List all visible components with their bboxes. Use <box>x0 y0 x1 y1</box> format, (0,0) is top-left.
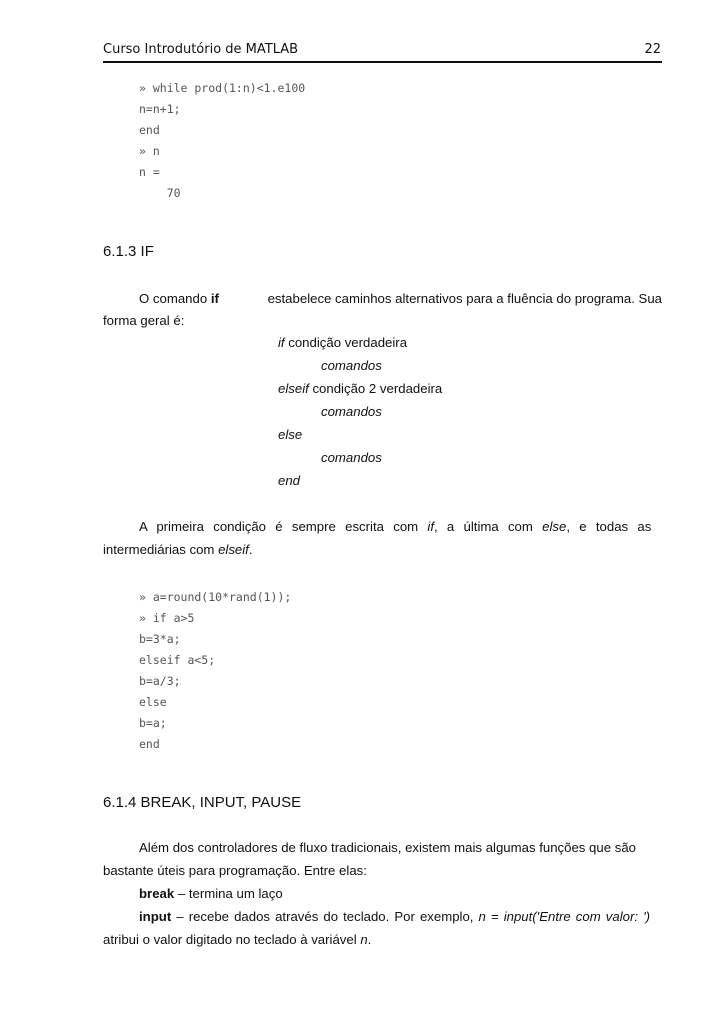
paragraph-line: intermediárias com elseif. <box>103 542 253 557</box>
page-header-title: Curso Introdutório de MATLAB <box>103 42 299 57</box>
code-line: else <box>139 695 167 709</box>
form-if: if condição verdadeira <box>278 335 408 350</box>
section-heading-if: 6.1.3 IF <box>103 243 154 260</box>
code-line: » n <box>139 144 160 158</box>
form-commands: comandos <box>321 404 382 419</box>
code-line: n=n+1; <box>139 102 181 116</box>
form-else: else <box>278 427 303 442</box>
code-line: » while prod(1:n)<1.e100 <box>139 81 306 95</box>
code-line: b=3*a; <box>139 632 181 646</box>
form-commands: comandos <box>321 450 382 465</box>
code-line: elseif a<5; <box>139 653 216 667</box>
section-heading-break-input-pause: 6.1.4 BREAK, INPUT, PAUSE <box>103 794 302 811</box>
paragraph-line: break – termina um laço <box>139 886 283 901</box>
paragraph-line: forma geral é: <box>103 313 185 328</box>
paragraph-line: bastante úteis para programação. Entre elas: <box>103 863 367 878</box>
page-number: 22 <box>644 42 661 57</box>
form-commands: comandos <box>321 358 382 373</box>
code-line: end <box>139 123 160 137</box>
paragraph-line: A primeira condição é sempre escrita com if, a última com else, e todas as <box>139 519 652 534</box>
code-line: end <box>139 737 160 751</box>
text: O comando if <box>139 291 219 306</box>
code-line: b=a; <box>139 716 167 730</box>
paragraph-line: atribui o valor digitado no teclado à variável n. <box>103 932 372 947</box>
code-line: 70 <box>139 186 181 200</box>
paragraph-line <box>139 291 662 306</box>
form-end: end <box>278 473 301 488</box>
paragraph-line: Além dos controladores de fluxo tradicionais, existem mais algumas funções que são <box>139 840 636 855</box>
header-rule <box>103 61 662 63</box>
text: estabelece caminhos alternativos para a fluência do programa. Sua <box>267 291 662 306</box>
code-line: » a=round(10*rand(1)); <box>139 590 292 604</box>
code-line: b=a/3; <box>139 674 181 688</box>
code-line: » if a>5 <box>139 611 195 625</box>
paragraph-line: input – recebe dados através do teclado. Por exemplo, n = input('Entre com valor: ') <box>139 909 650 924</box>
form-elseif: elseif condição 2 verdadeira <box>278 381 443 396</box>
code-line: n = <box>139 165 160 179</box>
